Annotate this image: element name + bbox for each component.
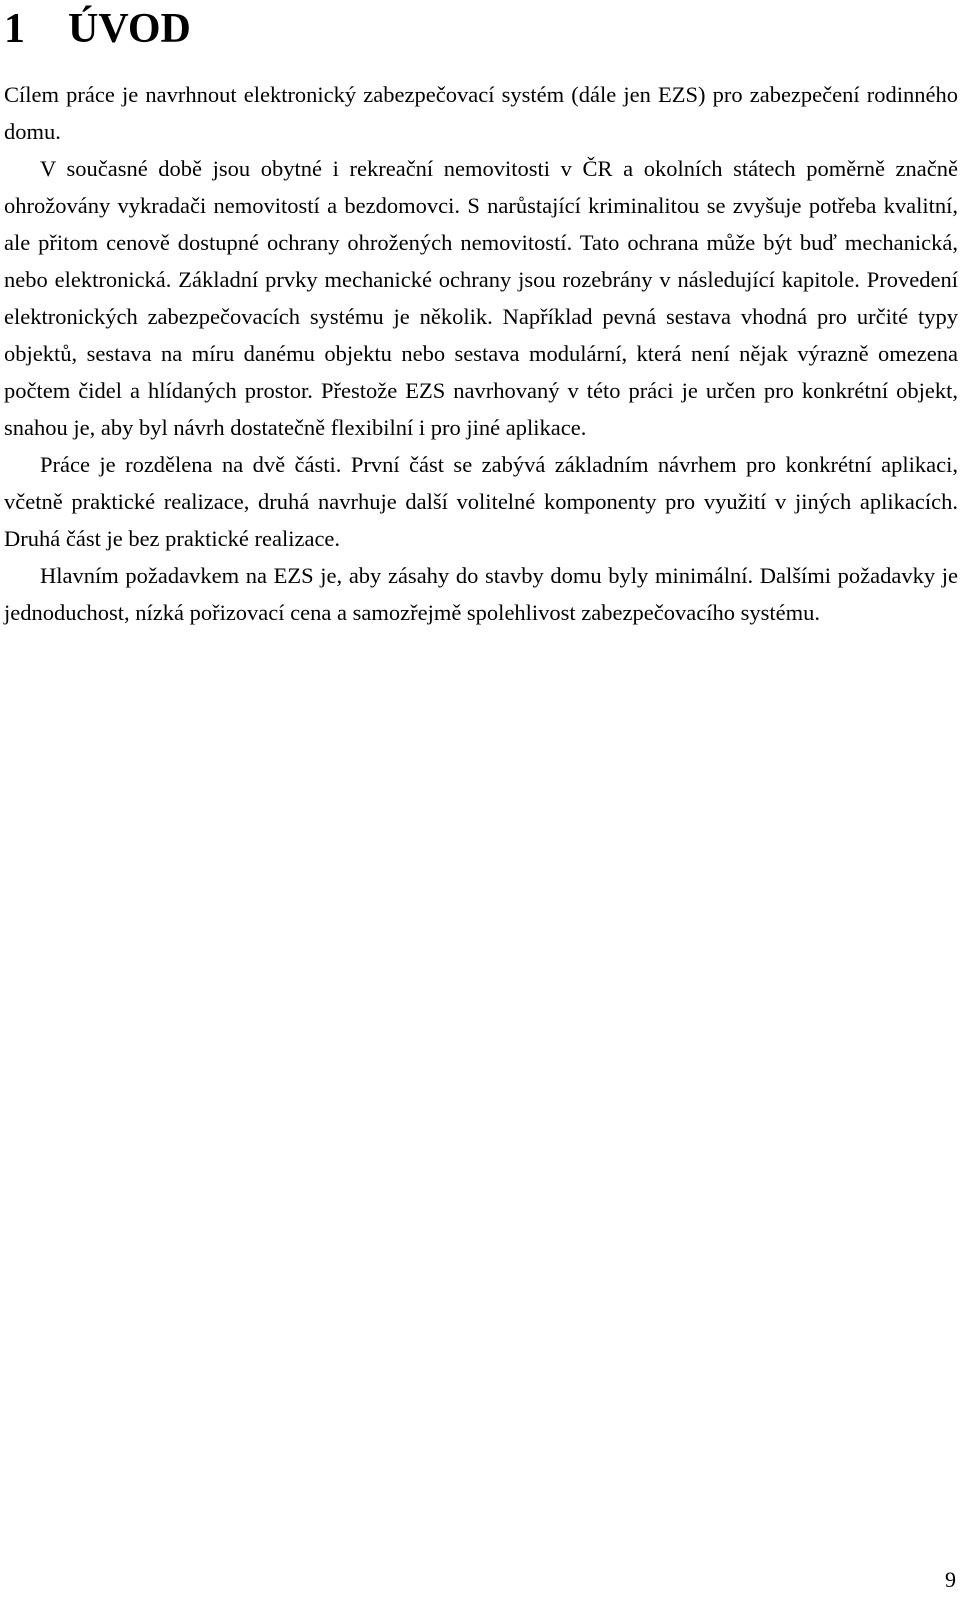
chapter-title: ÚVOD — [68, 6, 191, 52]
page-number: 9 — [945, 1567, 956, 1592]
paragraph-requirements: Hlavním požadavkem na EZS je, aby zásahy do stavby domu byly minimální. Dalšími požadavky je jednoduchost, nízká pořizovací cena a samozřejmě spolehlivost zabezpečovacího systému. — [4, 563, 958, 625]
chapter-number: 1 — [4, 6, 25, 52]
paragraph-intro: Cílem práce je navrhnout elektronický zabezpečovací systém (dále jen EZS) pro zabezpečení rodinného domu. — [4, 82, 958, 144]
chapter-heading — [4, 4, 191, 54]
paragraph-structure: Práce je rozdělena na dvě části. První část se zabývá základním návrhem pro konkrétní aplikaci, včetně praktické realizace, druhá navrhuje další volitelné komponenty pro využití v jiných aplikacích. Druhá část je bez praktické realizace. — [4, 452, 958, 551]
body-text — [4, 76, 958, 631]
paragraph-background: V současné době jsou obytné i rekreační nemovitosti v ČR a okolních státech poměrně značně ohrožovány vykradači nemovitostí a bezdomovci. S narůstající kriminalitou se zvyšuje potřeba kvalitní, ale přitom cenově dostupné ochrany ohrožených nemovitostí. Tato ochrana může být buď mechanická, nebo elektronická. Základní prvky mechanické ochrany jsou rozebrány v následující kapitole. Provedení elektronických zabezpečovacích systému je několik. Například pevná sestava vhodná pro určité typy objektů, sestava na míru danému objektu nebo sestava modulární, která není nějak výrazně omezena počtem čidel a hlídaných prostor. Přestože EZS navrhovaný v této práci je určen pro konkrétní objekt, snahou je, aby byl návrh dostatečně flexibilní i pro jiné aplikace. — [4, 156, 958, 440]
